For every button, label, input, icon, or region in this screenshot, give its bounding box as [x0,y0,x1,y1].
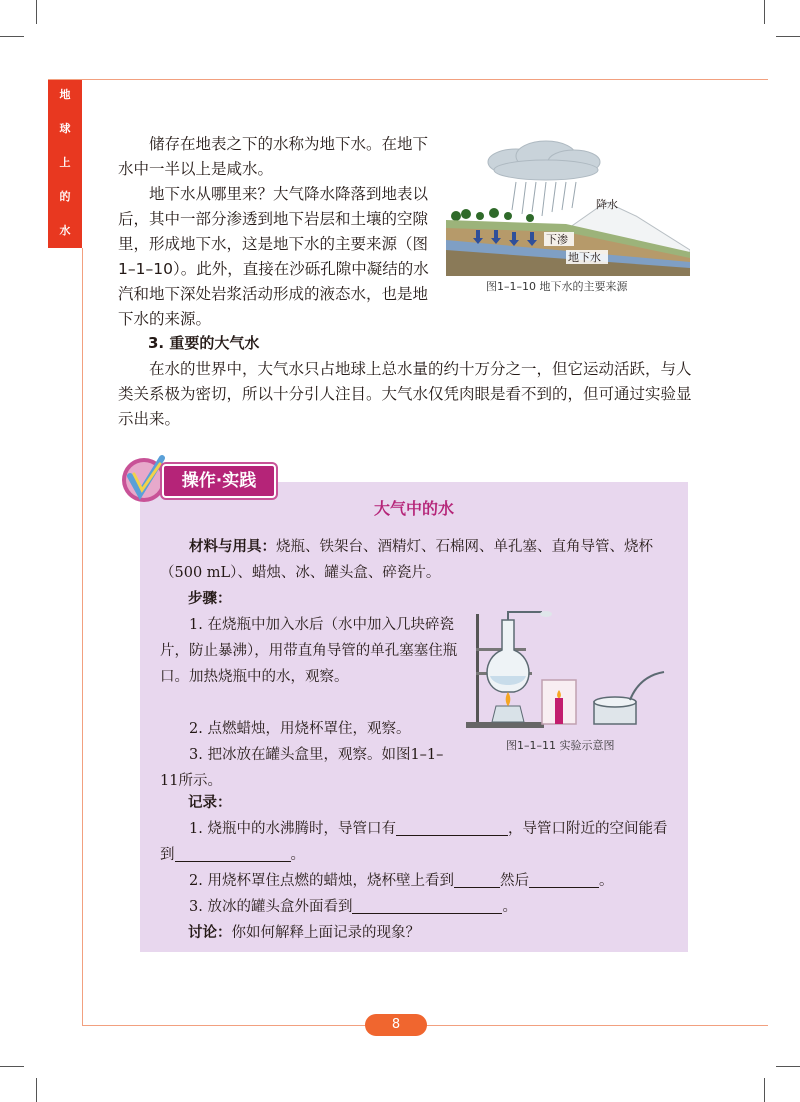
rain-icon [512,182,576,216]
steps-label: 步骤： [188,591,232,607]
side-tab-char: 的 [59,190,71,203]
label-groundwater: 地下水 [568,251,601,264]
record-1 [160,816,674,868]
record-2 [160,868,674,894]
discussion [188,920,668,946]
activity-title: 大气中的水 [373,499,454,518]
figure-caption-2: 图1–1–11 实验示意图 [506,739,615,752]
crop-mark [776,1066,800,1067]
cloud-icon [488,141,600,180]
answer-blank[interactable] [454,871,500,888]
materials-text: 烧瓶、铁架台、酒精灯、石棉网、单孔塞、直角导管、烧杯（500 mL）、蜡烛、冰、罐头盒、碎瓷片。 [160,539,653,581]
discussion-text: 你如何解释上面记录的现象？ [231,925,420,941]
side-tab-char: 球 [59,122,71,135]
step-1: 1. 在烧瓶中加入水后（水中加入几块碎瓷片，防止暴沸），用带直角导管的单孔塞塞住瓶口。加热烧瓶中的水，观察。 [160,617,458,685]
answer-blank[interactable] [352,897,502,914]
intro-paragraph-1: 储存在地表之下的水称为地下水。在地下水中一半以上是咸水。 [118,135,429,178]
groundwater-illustration [446,140,690,276]
top-rule [48,79,768,80]
left-rule [82,248,83,1026]
record-3 [160,894,674,920]
discussion-label: 讨论： [188,925,232,941]
record-1-text-c: 。 [290,847,305,863]
page-number: 8 [365,1014,427,1036]
answer-blank[interactable] [175,845,291,862]
record-1-text-b: ，导管口附近的空间能看到 [160,821,668,863]
record-2-text-c: 。 [598,873,614,889]
activity-badge-label: 操作·实践 [162,464,276,498]
record-2-text-a: 2. 用烧杯罩住点燃的蜡烛，烧杯壁上看到 [189,873,454,889]
side-tab-char: 上 [59,156,71,169]
side-tab-char: 地 [59,88,71,101]
crop-mark [776,36,800,37]
section-paragraph: 在水的世界中，大气水只占地球上总水量的约十万分之一，但它运动活跃，与人类关系极为密切，所以十分引人注目。大气水仅凭肉眼是看不到的，但可通过实验显示出来。 [118,360,692,428]
crop-mark [764,0,765,24]
answer-blank[interactable] [529,871,599,888]
section-heading: 3. 重要的大气水 [148,334,260,352]
figure-caption-1: 图1–1–10 地下水的主要来源 [486,280,628,293]
crop-mark [36,0,37,24]
answer-blank[interactable] [396,819,508,836]
record-1-text-a: 1. 烧瓶中的水沸腾时，导管口有 [189,821,396,837]
record-2-text-b: 然后 [499,873,529,889]
crop-mark [0,1066,24,1067]
record-3-text-b: 。 [502,899,517,915]
crop-mark [0,36,24,37]
intro-paragraph-2: 地下水从哪里来？大气降水降落到地表以后，其中一部分渗透到地下岩层和土壤的空隙里，形成地下水，这是地下水的主要来源（图1–1–10）。此外，直接在沙砾孔隙中凝结的水汽和地下深处岩浆活动形成的液态水，也是地下水的来源。 [118,185,429,328]
chapter-side-tab [48,80,82,248]
materials-label: 材料与用具： [189,539,276,555]
label-seep: 下渗 [546,233,568,246]
materials-paragraph [160,534,670,586]
label-rain: 降水 [596,198,618,211]
crop-mark [36,1078,37,1102]
step-3: 3. 把冰放在罐头盒里，观察。如图1–1–11所示。 [160,747,444,789]
record-label: 记录： [188,795,232,811]
record-3-text-a: 3. 放冰的罐头盒外面看到 [189,899,353,915]
step-2: 2. 点燃蜡烛，用烧杯罩住，观察。 [189,721,411,737]
experiment-apparatus-illustration [462,610,672,732]
side-tab-char: 水 [59,224,71,237]
crop-mark [764,1078,765,1102]
